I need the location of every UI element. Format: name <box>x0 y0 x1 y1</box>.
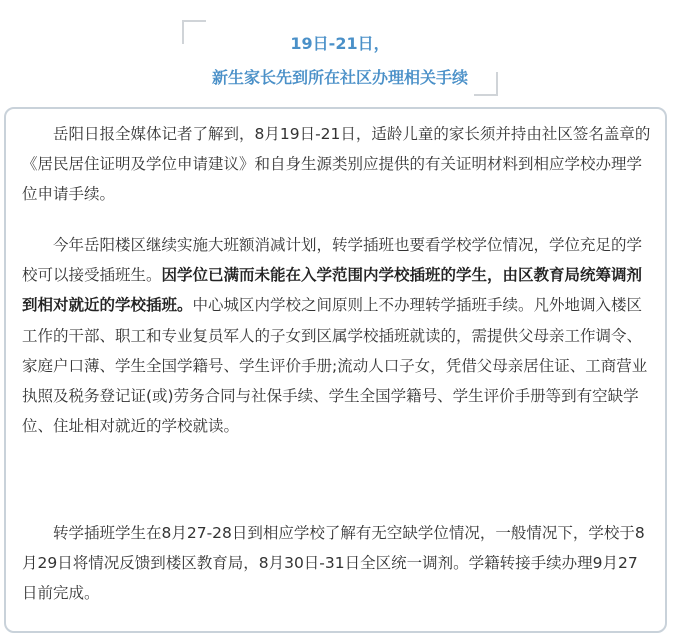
heading-date-line: 19日-21日， <box>290 34 390 53</box>
section-heading <box>182 20 498 96</box>
article-paragraph-3: 转学插班学生在8月27-28日到相应学校了解有无空缺学位情况，一般情况下，学校于8月29日将情况反馈到楼区教育局，8月30日-31日全区统一调剂。学籍转接手续办理9月27日前完成。 <box>22 524 645 603</box>
paragraph-2-details: 中心城区内学校之间原则上不办理转学插班手续。凡外地调入楼区工作的干部、职工和专业复员军人的子女到区属学校插班就读的，需提供父母亲工作调令、家庭户口薄、学生全国学籍号、学生评价手册;流动人口子女，凭借父母亲居住证、工商营业执照及税务登记证(或)劳务合同与社保手续、学生全国学籍号、学生评价手册等到有空缺学位、住址相对就近的学校就读。 <box>22 296 648 436</box>
article-content-box <box>4 107 667 633</box>
paragraph-2-intro: 今年岳阳楼区继续实施大班额消减计划，转学插班也要看学校学位情况，学位充足的学校可以接受插班生。 <box>22 236 643 285</box>
heading-title-line: 新生家长先到所在社区办理相关手续 <box>211 68 468 87</box>
paragraph-2-bold-policy: 因学位已满而未能在入学范围内学校插班的学生，由区教育局统筹调剂到相对就近的学校插班。 <box>22 266 643 315</box>
article-paragraph-2 <box>22 230 652 441</box>
article-paragraph-1: 岳阳日报全媒体记者了解到，8月19日-21日，适龄儿童的家长须并持由社区签名盖章的《居民居住证明及学位申请建议》和自身生源类别应提供的有关证明材料到相应学校办理学位申请手续。 <box>22 125 651 204</box>
